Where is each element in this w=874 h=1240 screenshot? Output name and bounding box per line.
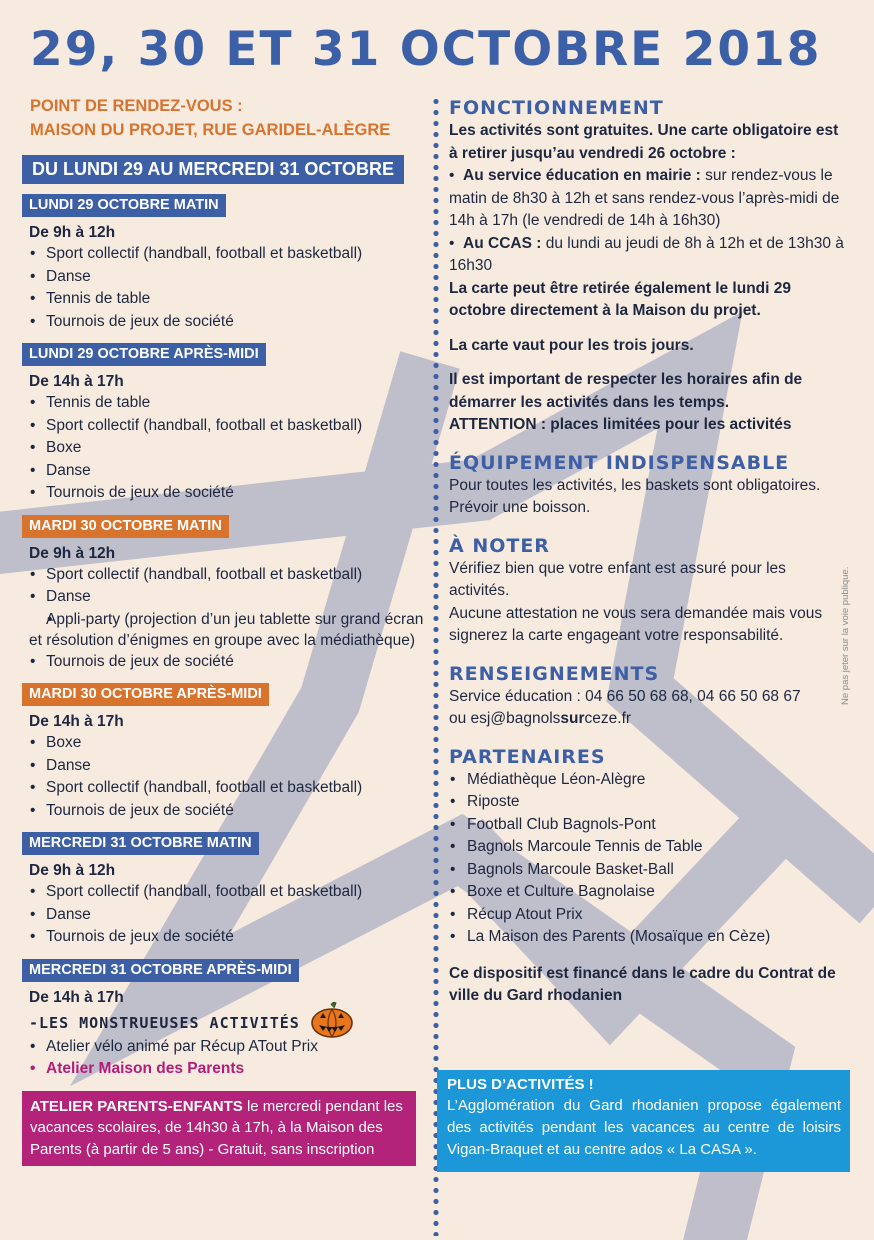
fonctionnement-item: • Au CCAS : du lundi au jeudi de 8h à 12h et de 13h30 à 16h30 xyxy=(449,234,844,274)
partner-item: • Bagnols Marcoule Tennis de Table xyxy=(449,836,849,859)
email-suffix: ceze.fr xyxy=(584,710,632,727)
partner-item: • Bagnols Marcoule Basket-Ball xyxy=(449,859,849,882)
partner-item: • Médiathèque Léon-Alègre xyxy=(449,769,849,792)
activity-item: • Tournois de jeux de société xyxy=(29,926,426,949)
activity-item: • Sport collectif (handball, football et basketball) xyxy=(29,777,426,800)
partner-item: • Boxe et Culture Bagnolaise xyxy=(449,881,849,904)
date-range-banner: DU LUNDI 29 AU MERCREDI 31 OCTOBRE xyxy=(22,155,404,184)
activity-item: • Tennis de table xyxy=(29,392,426,415)
activity-item: • Danse xyxy=(29,755,426,778)
day-hours: De 14h à 17h xyxy=(29,988,124,1006)
fonctionnement-warning: ATTENTION : places limitées pour les activités xyxy=(449,416,792,433)
day-hours: De 9h à 12h xyxy=(29,862,116,879)
more-activities-title: PLUS D’ACTIVITÉS ! xyxy=(447,1076,594,1093)
section-title-equipement: ÉQUIPEMENT INDISPENSABLE xyxy=(449,451,790,474)
section-title-a-noter: À NOTER xyxy=(449,534,550,557)
activity-item: • Atelier Maison des Parents xyxy=(29,1058,426,1081)
fonctionnement-note: La carte peut être retirée également le lundi 29 octobre directement à la Maison du projet. xyxy=(449,279,791,319)
day-block xyxy=(22,194,426,333)
day-label: MERCREDI 31 OCTOBRE MATIN xyxy=(22,832,259,855)
activity-item: • Tournois de jeux de société xyxy=(29,651,426,674)
activity-item: • Sport collectif (handball, football et basketball) xyxy=(29,881,426,904)
meeting-point xyxy=(22,94,426,142)
page-title: 29, 30 ET 31 OCTOBRE 2018 xyxy=(30,22,822,77)
day-block xyxy=(22,343,426,505)
day-label: LUNDI 29 OCTOBRE APRÈS-MIDI xyxy=(22,343,266,366)
financing-note: Ce dispositif est financé dans le cadre du Contrat de ville du Gard rhodanien xyxy=(449,964,836,1004)
email-prefix: ou esj@bagnols xyxy=(449,710,561,727)
pumpkin-icon xyxy=(310,1001,354,1039)
meeting-point-line2: MAISON DU PROJET, RUE GARIDEL-ALÈGRE xyxy=(30,121,391,139)
activity-item: • Sport collectif (handball, football et basketball) xyxy=(29,243,426,266)
partner-item: • Riposte xyxy=(449,791,849,814)
a-noter-text: Aucune attestation ne vous sera demandée mais vous signerez la carte engageant votre responsabilité. xyxy=(449,604,823,644)
day-block xyxy=(22,832,426,949)
day-block xyxy=(22,683,426,822)
activity-item: • Appli-party (projection d’un jeu tablette sur grand écran et résolution d’énigmes en groupe avec la médiathèque) xyxy=(29,609,426,651)
fonctionnement-item: • Au service éducation en mairie : sur rendez-vous le matin de 8h30 à 12h et sans rendez-vous l’après-midi de 14h à 17h (le vendredi de 14h à 16h30) xyxy=(449,167,840,229)
day-hours: De 14h à 17h xyxy=(29,713,124,730)
section-title-renseignements: RENSEIGNEMENTS xyxy=(449,662,660,685)
activity-item: • Boxe xyxy=(29,437,426,460)
litter-notice: Ne pas jeter sur la voie publique. xyxy=(840,566,851,705)
day-hours: De 9h à 12h xyxy=(29,224,116,241)
email-bold: sur xyxy=(560,710,585,727)
dotted-divider xyxy=(433,96,439,1236)
fonctionnement-item-text: sur rendez-vous le matin de 8h30 à 12h et sans rendez-vous l’après-midi de 14h à 17h (le vendredi de 14h à 16h30) xyxy=(449,167,840,229)
partner-item: • La Maison des Parents (Mosaïque en Cèze) xyxy=(449,926,849,949)
activity-item: • Sport collectif (handball, football et basketball) xyxy=(29,415,426,438)
activity-item: • Danse xyxy=(29,586,426,609)
activity-item: • Sport collectif (handball, football et basketball) xyxy=(29,564,426,587)
activity-item: • Tournois de jeux de société xyxy=(29,311,426,334)
fonctionnement-item-text: du lundi au jeudi de 8h à 12h et de 13h30 à 16h30 xyxy=(449,234,844,274)
day-block xyxy=(22,959,426,1081)
meeting-point-line1: POINT DE RENDEZ-VOUS : xyxy=(30,97,243,115)
day-label: MERCREDI 31 OCTOBRE APRÈS-MIDI xyxy=(22,959,299,982)
activity-item: • Tournois de jeux de société xyxy=(29,800,426,823)
fonctionnement-note: La carte vaut pour les trois jours. xyxy=(449,336,694,354)
atelier-text: le mercredi pendant les vacances scolaires, de 14h30 à 17h, à la Maison des Parents (à partir de 5 ans) - Gratuit, sans inscription xyxy=(30,1097,403,1158)
halloween-title: -LES MONSTRUEUSES ACTIVITÉS xyxy=(29,1013,300,1032)
contact-phones: Service éducation : 04 66 50 68 68, 04 66 50 68 67 xyxy=(449,687,801,705)
day-label: MARDI 30 OCTOBRE APRÈS-MIDI xyxy=(22,683,269,706)
a-noter-text: Vérifiez bien que votre enfant est assuré pour les activités. xyxy=(449,559,786,599)
day-label: LUNDI 29 OCTOBRE MATIN xyxy=(22,194,226,217)
activity-item: • Danse xyxy=(29,266,426,289)
section-title-fonctionnement: FONCTIONNEMENT xyxy=(449,97,664,119)
fonctionnement-intro: Les activités sont gratuites. Une carte obligatoire est à retirer jusqu’au vendredi 26 octobre : xyxy=(449,122,839,162)
partner-item: • Football Club Bagnols-Pont xyxy=(449,814,849,837)
halloween-activities xyxy=(29,1010,426,1036)
more-activities-text: L’Agglomération du Gard rhodanien propose également des activités pendant les vacances au centre de loisirs Vigan-Braquet et au centre ados « La CASA ». xyxy=(447,1097,841,1158)
contact-email[interactable] xyxy=(449,708,849,731)
schedule-column xyxy=(22,94,426,1166)
fonctionnement-item-label: Au CCAS : xyxy=(463,234,542,252)
fonctionnement-note: Il est important de respecter les horaires afin de démarrer les activités dans les temps. xyxy=(449,371,803,411)
partner-item: • Récup Atout Prix xyxy=(449,904,849,927)
activity-item: • Danse xyxy=(29,460,426,483)
day-block xyxy=(22,515,426,674)
activity-item: • Tournois de jeux de société xyxy=(29,482,426,505)
more-activities-box xyxy=(437,1070,850,1172)
activity-item: • Danse xyxy=(29,904,426,927)
activity-item: • Atelier vélo animé par Récup ATout Prix xyxy=(29,1036,426,1059)
fonctionnement-item-label: Au service éducation en mairie : xyxy=(463,167,701,184)
day-hours: De 14h à 17h xyxy=(29,373,124,390)
activity-item: • Tennis de table xyxy=(29,288,426,311)
info-column xyxy=(449,96,849,1008)
activity-item: • Boxe xyxy=(29,732,426,755)
equipement-text: Pour toutes les activités, les baskets sont obligatoires. Prévoir une boisson. xyxy=(449,476,821,516)
section-title-partenaires: PARTENAIRES xyxy=(449,745,606,768)
atelier-parents-box xyxy=(22,1091,416,1167)
day-label: MARDI 30 OCTOBRE MATIN xyxy=(22,515,229,538)
atelier-title: ATELIER PARENTS-ENFANTS xyxy=(30,1097,243,1115)
day-hours: De 9h à 12h xyxy=(29,544,116,562)
